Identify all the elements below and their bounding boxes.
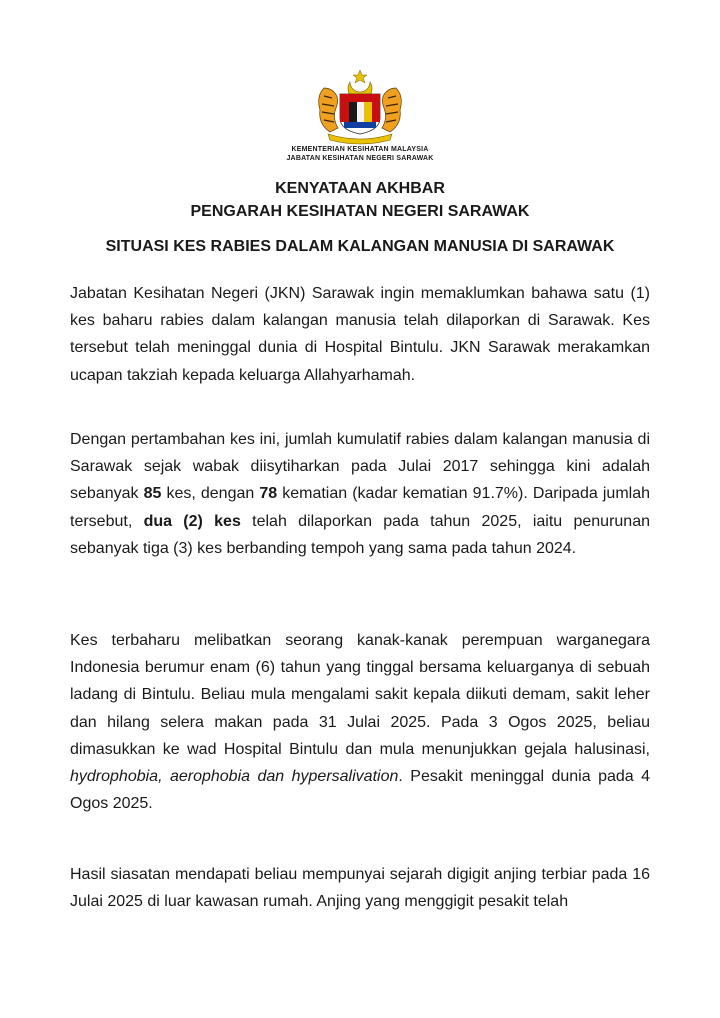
total-cases-value: 85	[143, 485, 162, 503]
paragraph-3	[70, 627, 650, 817]
malaysia-coat-of-arms-logo	[310, 68, 410, 146]
paragraph-3-text: Kes terbaharu melibatkan seorang kanak-kanak perempuan warganegara Indonesia berumur enam (6) tahun yang tinggal bersama keluarganya di sebuah ladang di Bintulu. Beliau mula mengalami sakit kepala diikuti demam, sakit leher dan hilang selera makan pada 31 Julai 2025. Pada 3 Ogos 2025, beliau dimasukkan ke wad Hospital Bintulu dan mula menunjukkan gejala halusinasi,	[70, 632, 650, 758]
issuer-heading: PENGARAH KESIHATAN NEGERI SARAWAK	[190, 203, 530, 220]
subject-heading: SITUASI KES RABIES DALAM KALANGAN MANUSIA DI SARAWAK	[105, 238, 615, 255]
department-name: JABATAN KESIHATAN NEGERI SARAWAK	[286, 155, 434, 162]
symptoms-italic: hydrophobia, aerophobia dan hypersalivation	[70, 768, 399, 786]
cases-2025-value: dua (2) kes	[143, 512, 241, 530]
paragraph-1: Jabatan Kesihatan Negeri (JKN) Sarawak ingin memaklumkan bahawa satu (1) kes baharu rabies dalam kalangan manusia telah dilaporkan di Sarawak. Kes tersebut telah meninggal dunia di Hospital Bintulu. JKN Sarawak merakamkan ucapan takziah kepada keluarga Allahyarhamah.	[70, 285, 650, 384]
paragraph-3-text: . Pesakit meninggal dunia pada 4 Ogos 2025.	[70, 768, 651, 813]
ministry-name: KEMENTERIAN KESIHATAN MALAYSIA	[291, 146, 429, 153]
total-deaths-value: 78	[259, 485, 278, 503]
paragraph-2-text: telah dilaporkan pada tahun 2025, iaitu penurunan sebanyak tiga (3) kes berbanding tempoh yang sama pada tahun 2024.	[70, 512, 650, 557]
paragraph-2	[70, 426, 650, 562]
paragraph-4: Hasil siasatan mendapati beliau mempunyai sejarah digigit anjing terbiar pada 16 Julai 2025 di luar kawasan rumah. Anjing yang menggigit pesakit telah	[70, 866, 650, 911]
paragraph-2-text: Dengan pertambahan kes ini, jumlah kumulatif rabies dalam kalangan manusia di Sarawak sejak wabak diisytiharkan pada Julai 2017 sehingga kini adalah sebanyak	[70, 431, 650, 503]
paragraph-2-text: kematian (kadar kematian 91.7%). Daripada jumlah tersebut,	[70, 485, 650, 530]
release-type-heading: KENYATAAN AKHBAR	[275, 180, 445, 197]
paragraph-2-text: kes, dengan	[161, 485, 260, 503]
